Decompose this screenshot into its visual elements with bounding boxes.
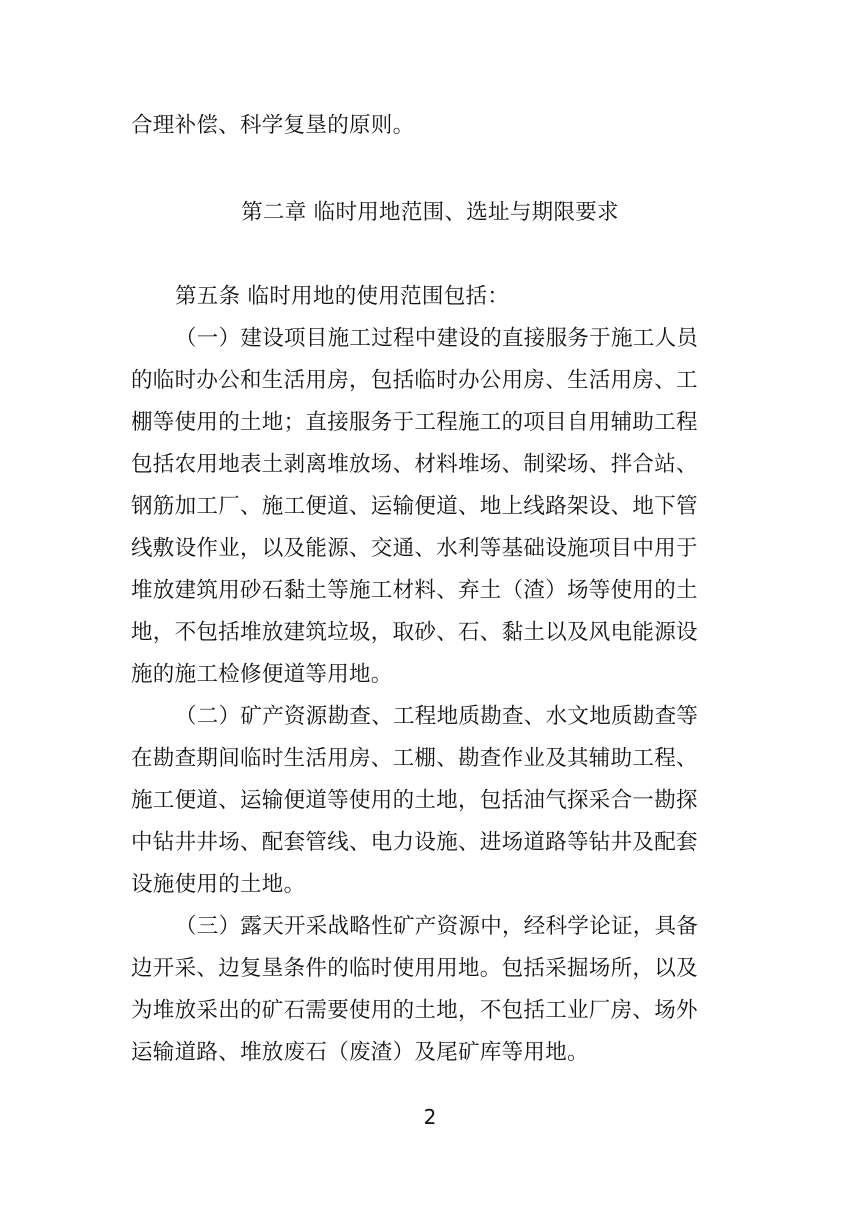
paragraph-line: 施工便道、运输便道等使用的土地，包括油气探采合一勘探 xyxy=(131,788,698,813)
paragraph-line: 为堆放采出的矿石需要使用的土地，不包括工业厂房、场外 xyxy=(131,998,698,1023)
paragraph-line: 地，不包括堆放建筑垃圾，取砂、石、黏土以及风电能源设 xyxy=(131,620,698,645)
paragraph-line: 在勘查期间临时生活用房、工棚、勘查作业及其辅助工程、 xyxy=(131,746,698,771)
paragraph-line: （一）建设项目施工过程中建设的直接服务于施工人员 xyxy=(175,326,699,351)
paragraph-line: 施的施工检修便道等用地。 xyxy=(131,662,393,687)
paragraph-line: 钢筋加工厂、施工便道、运输便道、地上线路架设、地下管 xyxy=(131,494,698,519)
item-1-paragraph xyxy=(131,318,731,696)
intro-paragraph xyxy=(131,105,731,147)
paragraph-line: 运输道路、堆放废石（废渣）及尾矿库等用地。 xyxy=(131,1040,589,1065)
paragraph-line: 棚等使用的土地；直接服务于工程施工的项目自用辅助工程 xyxy=(131,410,698,435)
paragraph-line: 线敷设作业，以及能源、交通、水利等基础设施项目中用于 xyxy=(131,536,698,561)
intro-line: 合理补偿、科学复垦的原则。 xyxy=(131,113,415,138)
paragraph-line: 的临时办公和生活用房，包括临时办公用房、生活用房、工 xyxy=(131,368,698,393)
paragraph-line: （二）矿产资源勘查、工程地质勘查、水文地质勘查等 xyxy=(175,704,699,729)
paragraph-line: 中钻井井场、配套管线、电力设施、进场道路等钻井及配套 xyxy=(131,830,698,855)
paragraph-line: （三）露天开采战略性矿产资源中，经科学论证，具备 xyxy=(175,914,699,939)
paragraph-line: 设施使用的土地。 xyxy=(131,872,306,897)
paragraph-line: 边开采、边复垦条件的临时使用用地。包括采掘场所，以及 xyxy=(131,956,698,981)
item-3-paragraph xyxy=(131,906,731,1074)
article-body xyxy=(131,276,731,1074)
page-number: 2 xyxy=(423,1105,437,1129)
article-lead: 第五条 临时用地的使用范围包括： xyxy=(175,284,510,309)
item-2-paragraph xyxy=(131,696,731,906)
paragraph-line: 堆放建筑用砂石黏土等施工材料、弃土（渣）场等使用的土 xyxy=(131,578,698,603)
paragraph-line: 包括农用地表土剥离堆放场、材料堆场、制梁场、拌合站、 xyxy=(131,452,698,477)
chapter-title: 第二章 临时用地范围、选址与期限要求 xyxy=(241,200,619,225)
